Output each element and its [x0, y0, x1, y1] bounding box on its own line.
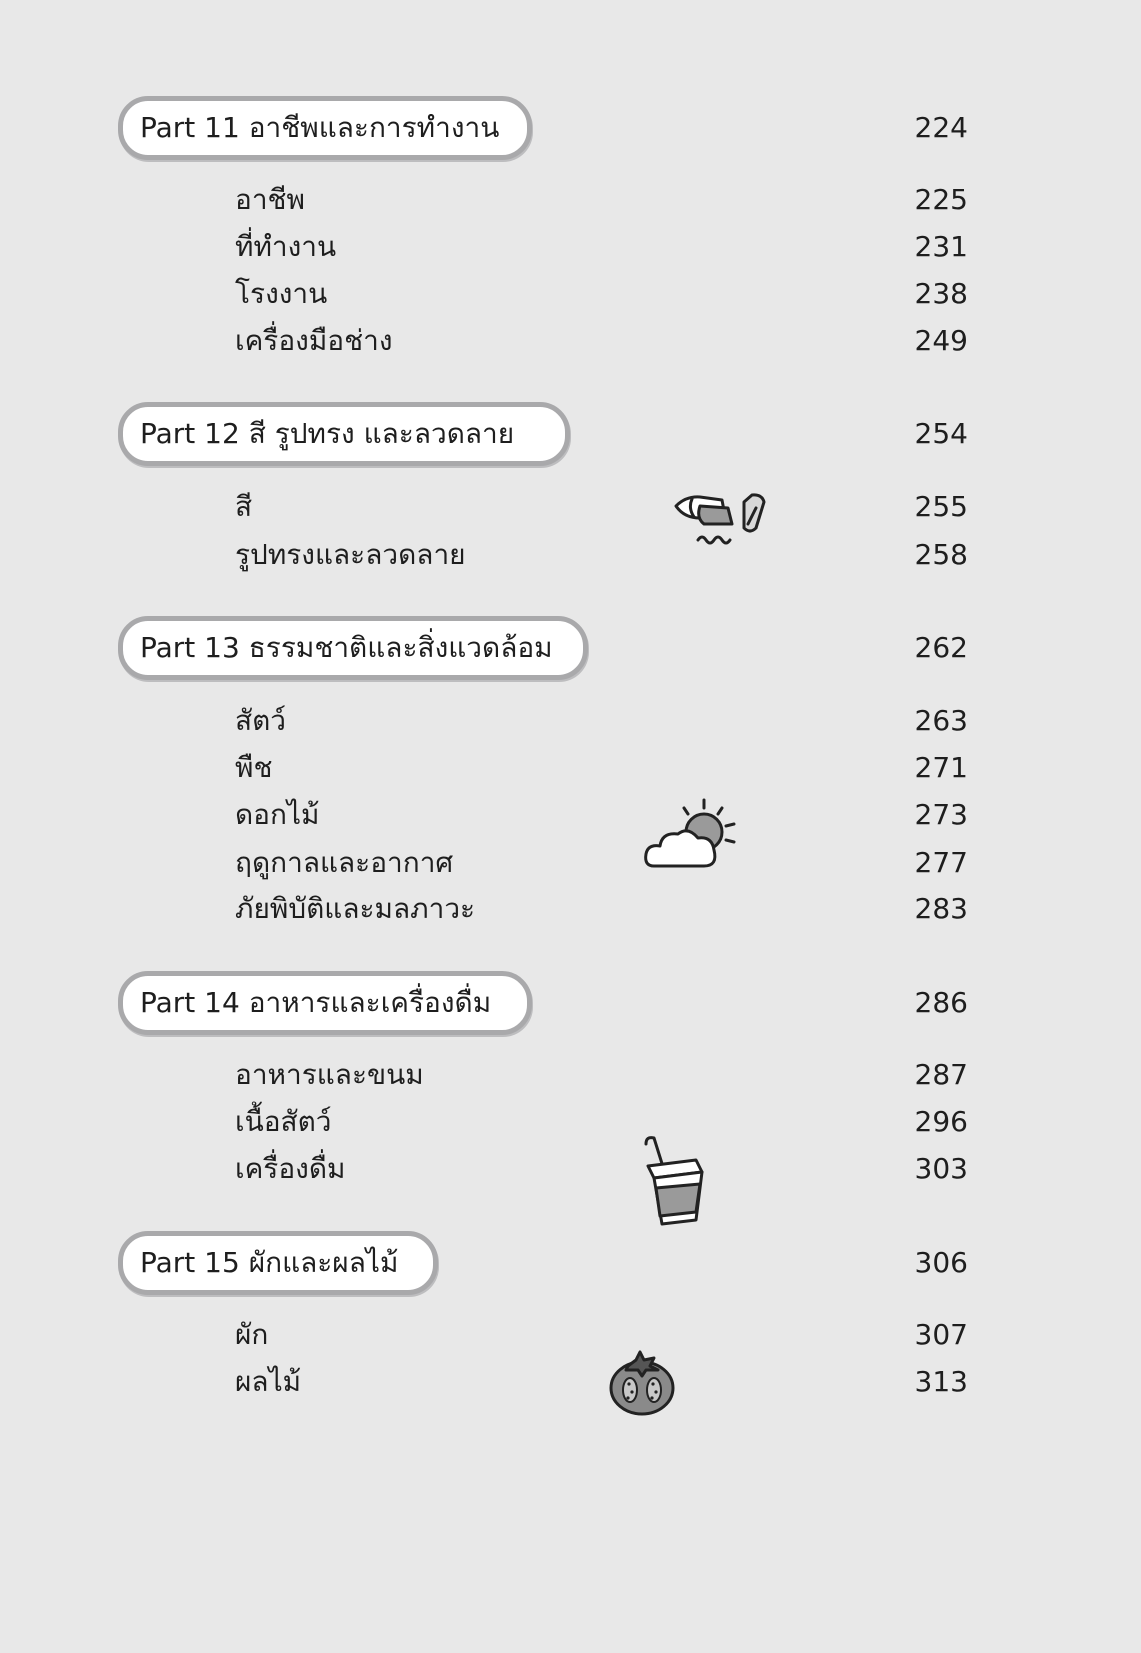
toc-item-vegetables[interactable]: ผัก [235, 1318, 269, 1351]
toc-item-workplace-page: 231 [914, 230, 968, 263]
toc-item-disasters-pollution[interactable]: ภัยพิบัติและมลภาวะ [235, 892, 476, 925]
toc-item-animals-page: 263 [914, 704, 968, 737]
toc-item-factory-page: 238 [914, 277, 968, 310]
toc-item-workplace[interactable]: ที่ทำงาน [235, 230, 337, 263]
toc-item-shapes-patterns[interactable]: รูปทรงและลวดลาย [235, 538, 466, 571]
toc-item-colors[interactable]: สี [235, 490, 253, 523]
toc-item-animals[interactable]: สัตว์ [235, 704, 286, 737]
toc-item-tools-page: 249 [914, 324, 968, 357]
toc-item-tools[interactable]: เครื่องมือช่าง [235, 324, 393, 357]
cloud-sun-icon [642, 796, 742, 872]
crayons-icon [670, 486, 770, 548]
part-11-page: 224 [914, 111, 968, 144]
toc-item-disasters-pollution-page: 283 [914, 892, 968, 925]
toc-item-vegetables-page: 307 [914, 1318, 968, 1351]
toc-item-colors-page: 255 [914, 490, 968, 523]
toc-item-flowers[interactable]: ดอกไม้ [235, 798, 320, 831]
part-12-title[interactable]: Part 12 สี รูปทรง และลวดลาย [140, 417, 515, 450]
toc-item-career-page: 225 [914, 183, 968, 216]
drink-cup-icon [640, 1130, 710, 1230]
toc-item-drinks-page: 303 [914, 1152, 968, 1185]
part-13-title[interactable]: Part 13 ธรรมชาติและสิ่งแวดล้อม [140, 631, 553, 664]
part-13-page: 262 [914, 631, 968, 664]
toc-item-fruits[interactable]: ผลไม้ [235, 1365, 302, 1398]
tomato-icon [606, 1348, 678, 1418]
part-15-title[interactable]: Part 15 ผักและผลไม้ [140, 1246, 399, 1279]
toc-item-plants[interactable]: พืช [235, 751, 273, 784]
toc-item-food-snacks-page: 287 [914, 1058, 968, 1091]
toc-item-career[interactable]: อาชีพ [235, 183, 305, 216]
part-12-page: 254 [914, 417, 968, 450]
part-14-title[interactable]: Part 14 อาหารและเครื่องดื่ม [140, 986, 492, 1019]
part-15-page: 306 [914, 1246, 968, 1279]
toc-item-factory[interactable]: โรงงาน [235, 277, 328, 310]
part-14-page: 286 [914, 986, 968, 1019]
toc-item-meat-page: 296 [914, 1105, 968, 1138]
toc-item-plants-page: 271 [914, 751, 968, 784]
toc-item-food-snacks[interactable]: อาหารและขนม [235, 1058, 424, 1091]
toc-item-meat[interactable]: เนื้อสัตว์ [235, 1105, 332, 1138]
toc-item-seasons-weather[interactable]: ฤดูกาลและอากาศ [235, 846, 454, 879]
toc-item-flowers-page: 273 [914, 798, 968, 831]
toc-item-drinks[interactable]: เครื่องดื่ม [235, 1152, 346, 1185]
toc-item-seasons-weather-page: 277 [914, 846, 968, 879]
toc-item-fruits-page: 313 [914, 1365, 968, 1398]
part-11-title[interactable]: Part 11 อาชีพและการทำงาน [140, 111, 500, 144]
toc-item-shapes-patterns-page: 258 [914, 538, 968, 571]
